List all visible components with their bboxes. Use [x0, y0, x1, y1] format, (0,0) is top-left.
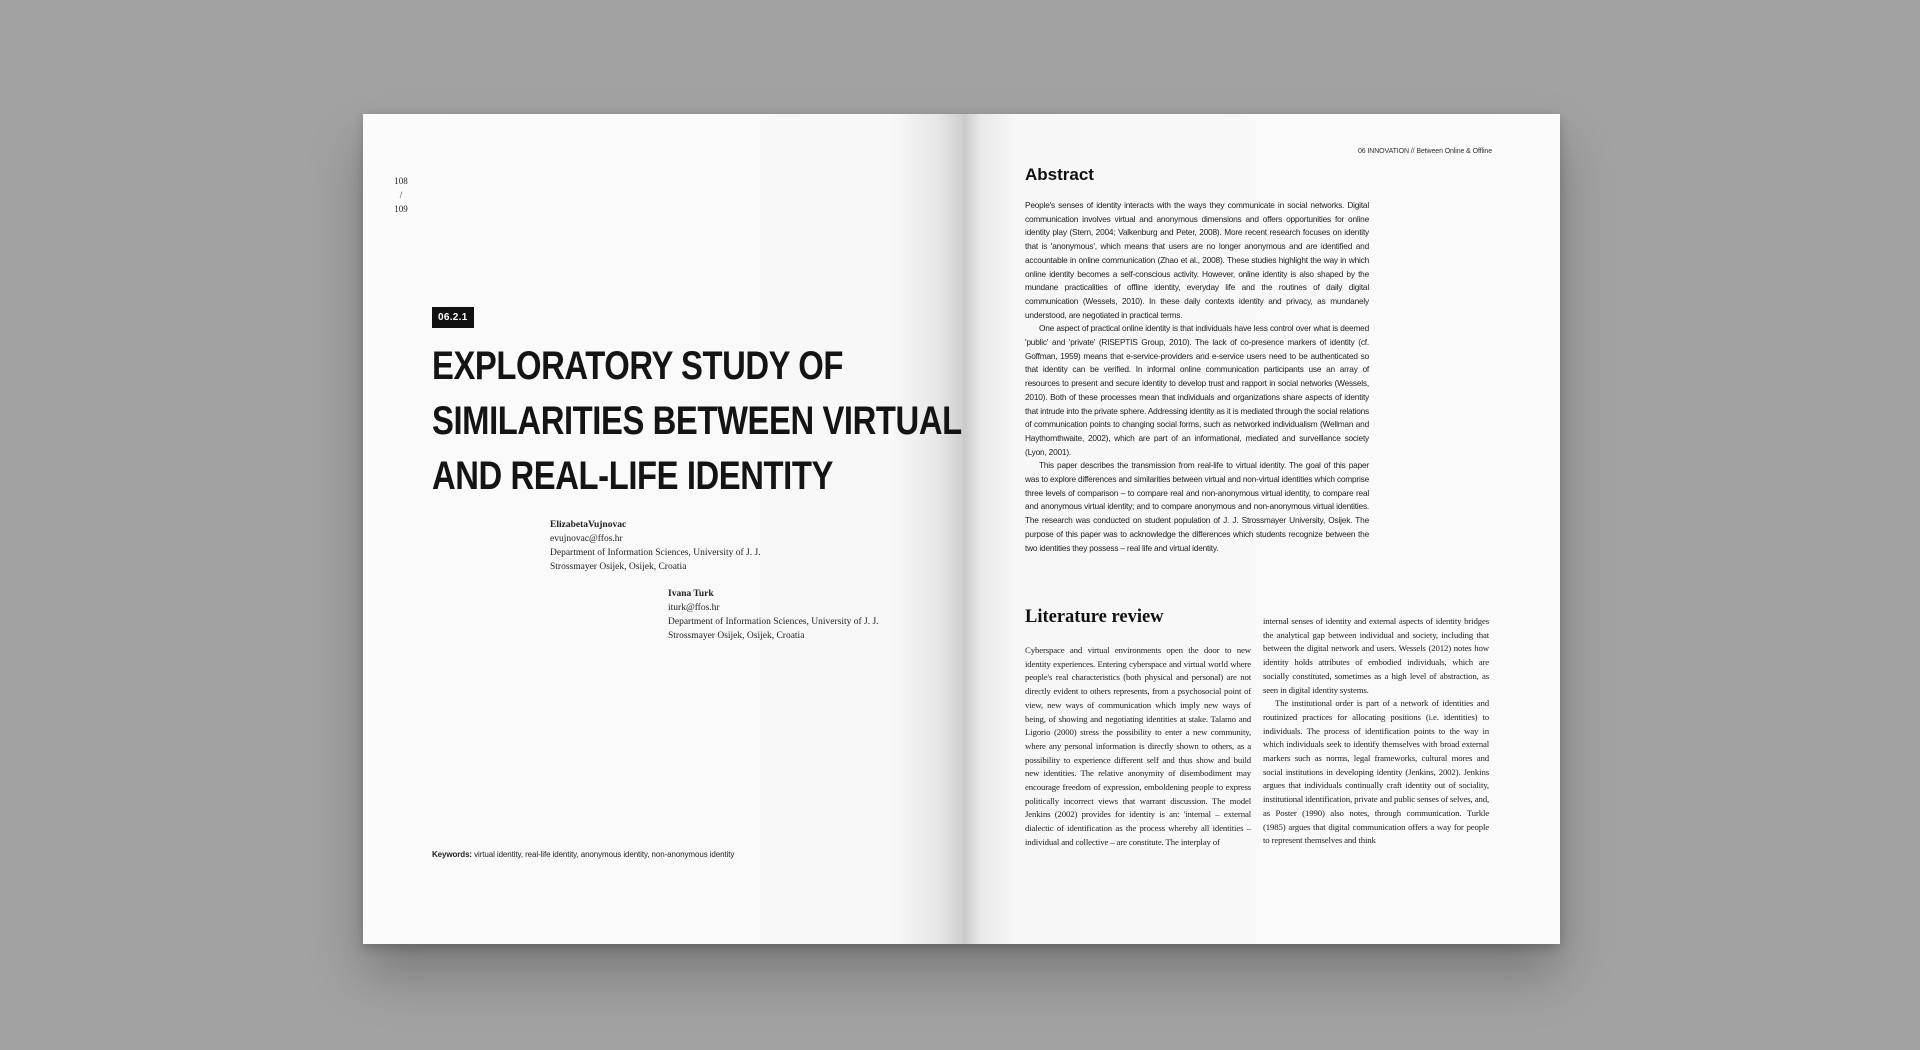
abstract-paragraph: This paper describes the transmission from real-life to virtual identity. The goal of this paper was to explore differences and similarities between virtual and non-virtual identities which comprise three levels of comparison – to compare real and non-anonymous virtual identity, to compare real and anonymous virtual identity; and to compare anonymous and non-anonymous virtual identities. The research was conducted on student population of J. J. Strossmayer University, Osijek. The purpose of this paper was to acknowledge the differences which students recognize between the two identities they possess – real life and virtual identity. — [1025, 460, 1369, 553]
body-column-left — [1025, 644, 1251, 850]
page-number-separator: / — [399, 190, 403, 200]
page-number-bottom: 109 — [394, 204, 408, 214]
author-affiliation: Department of Information Sciences, University of J. J. — [550, 548, 761, 558]
article-title — [432, 339, 962, 504]
title-line: EXPLORATORY STUDY OF — [432, 344, 843, 388]
author-name: Ivana Turk — [668, 589, 714, 599]
body-paragraph: internal senses of identity and external aspects of identity bridges the analytical gap between individual and society, including that between the digital network and users. Wessels (2012) notes how identity holds attributes of embodied individuals, which are socially constituted, sometimes as a high level of abstraction, as seen in digital identity systems. — [1263, 616, 1489, 695]
body-paragraph: Cyberspace and virtual environments open the door to new identity experiences. Entering cyberspace and virtual world where people's real characteristics (both physical and personal) are not directly evident to others represents, from a psychosocial point of view, new ways of communication which imply new ways of being, of showing and negotiating identities at stake. Talamo and Ligorio (2000) stress the possibility to enter a new community, where any personal information is directly shown to others, as a possibility to experience different self and thus show and build new identities. The relative anonymity of disembodiment may encourage freedom of expression, emboldening people to express politically incorrect views that warrant discussion. The model Jenkins (2002) provides for identity is an: 'internal – external dialectic of identification as the process whereby all identities – individual and collective – are constitute. The interplay of — [1025, 645, 1251, 847]
body-column-right — [1263, 615, 1489, 848]
body-paragraph: The institutional order is part of a network of identities and routinized practices for allocating positions (i.e. identities) to individuals. The process of identification points to the way in which individuals seek to identify themselves with broad external markers such as norms, legal frameworks, cultural mores and social institutions in developing identity (Jenkins, 2002). Jenkins argues that individuals continually craft identity out of sociality, institutional identification, private and public senses of selves, and, as Poster (1990) also notes, through communication. Turkle (1985) argues that digital communication offers a way for people to represent themselves and think — [1263, 698, 1489, 846]
author-affiliation: Strossmayer Osijek, Osijek, Croatia — [668, 631, 805, 641]
author-email: evujnovac@ffos.hr — [550, 534, 623, 544]
keywords-label: Keywords: — [432, 850, 472, 859]
literature-review-heading: Literature review — [1025, 607, 1164, 627]
abstract-heading: Abstract — [1025, 165, 1094, 184]
author-email: iturk@ffos.hr — [668, 603, 720, 613]
left-page — [363, 114, 963, 944]
title-line: AND REAL-LIFE IDENTITY — [432, 454, 833, 498]
author-block — [550, 518, 761, 574]
title-line: SIMILARITIES BETWEEN VIRTUAL — [432, 399, 962, 443]
author-affiliation: Strossmayer Osijek, Osijek, Croatia — [550, 562, 687, 572]
keywords — [432, 850, 734, 859]
page-number-top: 108 — [394, 176, 408, 186]
book-spread — [363, 114, 1560, 944]
page-number — [393, 174, 409, 216]
author-name: ElizabetaVujnovac — [550, 520, 627, 530]
author-affiliation: Department of Information Sciences, University of J. J. — [668, 617, 879, 627]
right-page — [963, 114, 1560, 944]
author-block — [668, 587, 879, 643]
abstract-paragraph: People's senses of identity interacts with the ways they communicate in social networks. Digital communication involves virtual and anonymous dimensions and offers opportunities for online identity play (Stern, 2004; Valkenburg and Peter, 2008). More recent research focuses on identity that is 'anonymous', which means that users are no longer anonymous and are identified and accountable in online communication (Zhao et al., 2008). These studies highlight the way in which online identity becomes a self-conscious activity. However, online identity is also shaped by the mundane practicalities of offline identity, everyday life and the routines of daily digital communication (Wessels, 2010). In these daily contexts identity and privacy, as mundanely understood, are negotiated in practical terms. — [1025, 200, 1369, 320]
abstract-paragraph: One aspect of practical online identity is that individuals have less control over what is deemed 'public' and 'private' (RISEPTIS Group, 2010). The lack of co-presence markers of identity (cf. Goffman, 1959) means that e-service-providers and e-service users need to be authenticated so that identity can be verified. In informal online communication participants use an array of resources to present and secure identity to develop trust and rapport in social networks (Wessels, 2010). Both of these processes mean that individuals and organizations share aspects of identity that intrude into the private sphere. Addressing identity as it is mediated through the social relations of communication points to changing social forms, such as networked individualism (Wellman and Haythornthwaite, 2002), which are part of an informational, mediated and surveillance society (Lyon, 2001). — [1025, 323, 1369, 457]
running-head: 06 INNOVATION // Between Online & Offline — [1357, 148, 1492, 155]
abstract-body — [1025, 199, 1369, 555]
section-tag: 06.2.1 — [432, 307, 474, 328]
keywords-text: virtual identity, real-life identity, anonymous identity, non-anonymous identity — [472, 850, 735, 859]
